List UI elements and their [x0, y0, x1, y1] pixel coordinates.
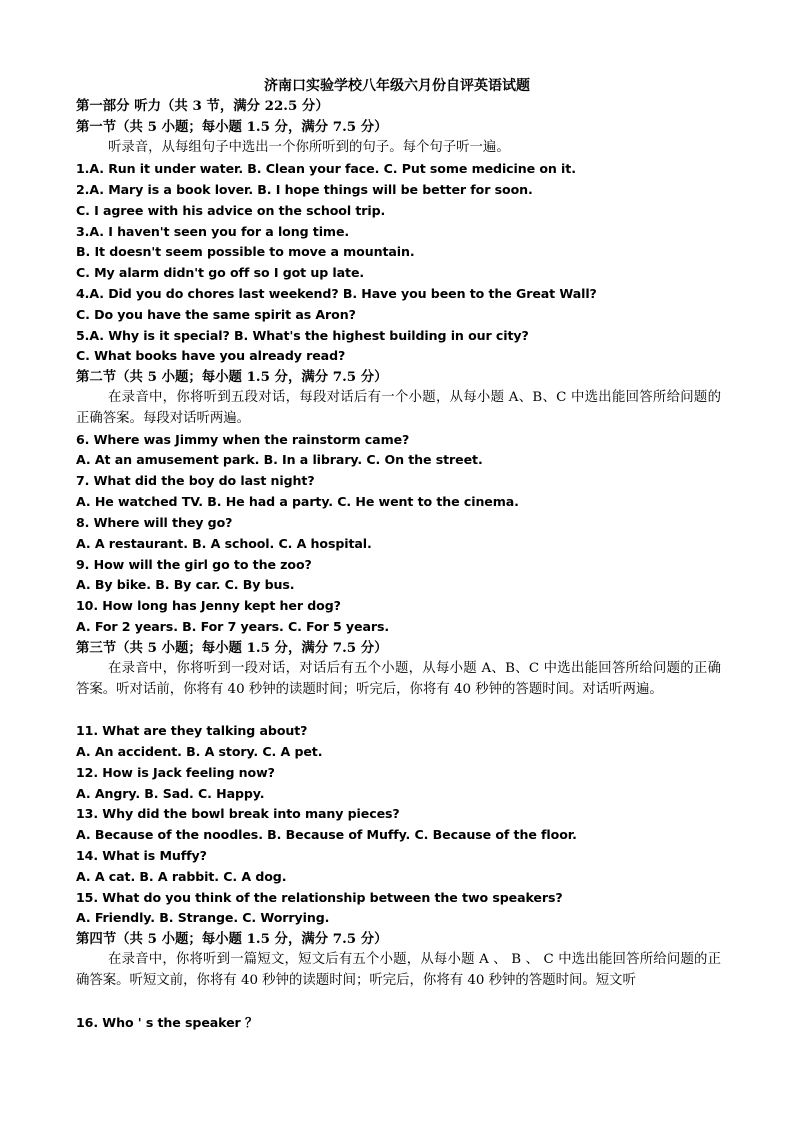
- part1-heading: 第一部分 听力（共 3 节，满分 22.5 分）: [76, 98, 329, 114]
- question-line: A. Because of the noodles. B. Because of Muffy. C. Because of the floor.: [76, 827, 577, 842]
- section1-heading: 第一节（共 5 小题；每小题 1.5 分，满分 7.5 分）: [76, 119, 388, 135]
- section2-heading: 第二节（共 5 小题；每小题 1.5 分，满分 7.5 分）: [76, 369, 388, 385]
- question-line: C. My alarm didn't go off so I got up late.: [76, 265, 365, 280]
- section1-instruction: 听录音，从每组句子中选出一个你所听到的句子。每个句子听一遍。: [108, 140, 510, 155]
- section3-instruction: 在录音中，你将听到一段对话，对话后有五个小题，从每小题 A、B、C 中选出能回答所给问题的正确答案。听对话前，你将有 40 秒钟的读题时间；听完后，你将有 40 秒钟的答题时间。对话听两遍。: [76, 661, 721, 697]
- question-line: A. By bike. B. By car. C. By bus.: [76, 577, 295, 592]
- question-line: B. It doesn't seem possible to move a mountain.: [76, 244, 415, 259]
- question-line: 2.A. Mary is a book lover. B. I hope things will be better for soon.: [76, 182, 533, 197]
- section4-heading: 第四节（共 5 小题；每小题 1.5 分，满分 7.5 分）: [76, 931, 388, 947]
- question-line: 16. Who ' s the speaker ？: [76, 1015, 258, 1030]
- question-line: 4.A. Did you do chores last weekend? B. Have you been to the Great Wall?: [76, 286, 597, 301]
- question-line: 13. Why did the bowl break into many pieces?: [76, 806, 400, 821]
- question-line: 14. What is Muffy?: [76, 848, 207, 863]
- question-line: A. At an amusement park. B. In a library. C. On the street.: [76, 452, 483, 467]
- question-line: C. I agree with his advice on the school trip.: [76, 203, 386, 218]
- question-line: 3.A. I haven't seen you for a long time.: [76, 224, 350, 239]
- question-line: 5.A. Why is it special? B. What's the highest building in our city?: [76, 328, 529, 343]
- question-line: A. A cat. B. A rabbit. C. A dog.: [76, 869, 287, 884]
- question-line: A. Friendly. B. Strange. C. Worrying.: [76, 910, 330, 925]
- question-line: 9. How will the girl go to the zoo?: [76, 557, 312, 572]
- question-line: A. He watched TV. B. He had a party. C. He went to the cinema.: [76, 494, 519, 509]
- question-line: A. A restaurant. B. A school. C. A hospital.: [76, 536, 372, 551]
- question-line: 6. Where was Jimmy when the rainstorm came?: [76, 432, 410, 447]
- question-line: A. Angry. B. Sad. C. Happy.: [76, 786, 265, 801]
- exam-title: 济南口实验学校八年级六月份自评英语试题: [264, 78, 530, 94]
- question-line: C. What books have you already read?: [76, 348, 346, 363]
- question-line: 12. How is Jack feeling now?: [76, 765, 275, 780]
- section3-heading: 第三节（共 5 小题；每小题 1.5 分，满分 7.5 分）: [76, 640, 388, 656]
- question-line: 1.A. Run it under water. B. Clean your face. C. Put some medicine on it.: [76, 161, 576, 176]
- question-line: 11. What are they talking about?: [76, 723, 308, 738]
- question-line: 15. What do you think of the relationship between the two speakers?: [76, 890, 563, 905]
- section2-instruction: 在录音中，你将听到五段对话，每段对话后有一个小题，从每小题 A、B、C 中选出能回答所给问题的正确答案。每段对话听两遍。: [76, 390, 721, 426]
- question-line: 8. Where will they go?: [76, 515, 233, 530]
- section4-instruction: 在录音中，你将听到一篇短文，短文后有五个小题，从每小题 A 、 B 、 C 中选出能回答所给问题的正确答案。听短文前，你将有 40 秒钟的读题时间；听完后，你将有 40 秒钟的答题时间。短文听: [76, 952, 721, 988]
- question-line: 10. How long has Jenny kept her dog?: [76, 598, 341, 613]
- question-line: C. Do you have the same spirit as Aron?: [76, 307, 356, 322]
- question-line: 7. What did the boy do last night?: [76, 473, 315, 488]
- question-line: A. An accident. B. A story. C. A pet.: [76, 744, 323, 759]
- question-line: A. For 2 years. B. For 7 years. C. For 5 years.: [76, 619, 390, 634]
